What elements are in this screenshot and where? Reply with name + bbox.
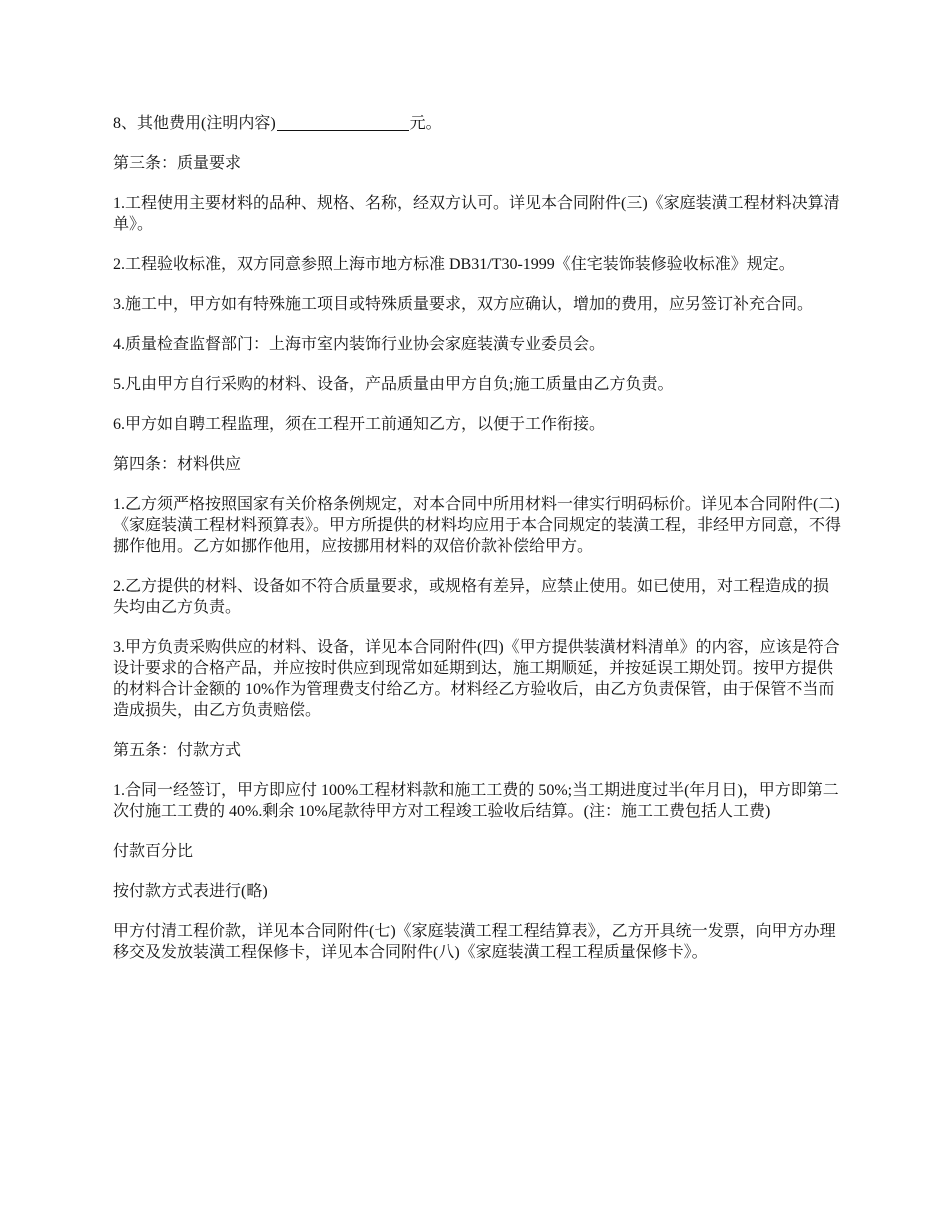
section-4-title: 第四条：材料供应 — [113, 456, 242, 473]
section-3-item-5: 5.凡由甲方自行采购的材料、设备，产品质量由甲方自负;施工质量由乙方负责。 — [113, 376, 674, 393]
section-3-item-1: 1.工程使用主要材料的品种、规格、名称，经双方认可。详见本合同附件(三)《家庭装潢工程材料决算清单》。 — [113, 195, 840, 233]
payment-table-note: 按付款方式表进行(略) — [113, 883, 268, 900]
section-3-title: 第三条：质量要求 — [113, 155, 242, 172]
section-3-item-6: 6.甲方如自聘工程监理，须在工程开工前通知乙方，以便于工作衔接。 — [113, 416, 606, 433]
section-5-title: 第五条：付款方式 — [113, 742, 242, 759]
other-fees-line — [113, 113, 841, 134]
section-5-item-1: 1.合同一经签订，甲方即应付 100%工程材料款和施工工费的 50%;当工期进度过半(年月日)，甲方即第二次付施工工费的 40%.剩余 10%尾款待甲方对工程竣工验收后结算。(注：施工工费包括人工费) — [113, 782, 839, 820]
fill-in-blank[interactable] — [277, 114, 409, 131]
settlement-paragraph: 甲方付清工程价款，详见本合同附件(七)《家庭装潢工程工程结算表》，乙方开具统一发票，向甲方办理移交及发放装潢工程保修卡，详见本合同附件(八)《家庭装潢工程工程质量保修卡》。 — [113, 923, 836, 961]
section-4-item-3: 3.甲方负责采购供应的材料、设备，详见本合同附件(四)《甲方提供装潢材料清单》的内容，应该是符合设计要求的合格产品，并应按时供应到现常如延期到达，施工期顺延，并按延误工期处罚。按甲方提供的材料合计金额的 10%作为管理费支付给乙方。材料经乙方验收后，由乙方负责保管，由于保管不当而造成损失，由乙方负责赔偿。 — [113, 639, 840, 719]
document-page — [113, 113, 841, 982]
section-4-item-1: 1.乙方须严格按照国家有关价格条例规定，对本合同中所用材料一律实行明码标价。详见本合同附件(二)《家庭装潢工程材料预算表》。甲方所提供的材料均应用于本合同规定的装潢工程，非经甲方同意，不得挪作他用。乙方如挪作他用，应按挪用材料的双倍价款补偿给甲方。 — [113, 496, 842, 555]
section-4-item-2: 2.乙方提供的材料、设备如不符合质量要求，或规格有差异，应禁止使用。如已使用，对工程造成的损失均由乙方负责。 — [113, 578, 830, 616]
section-3-item-4: 4.质量检查监督部门：上海市室内装饰行业协会家庭装潢专业委员会。 — [113, 336, 606, 353]
payment-percentage-heading: 付款百分比 — [113, 843, 194, 860]
other-fees-label: 8、其他费用(注明内容) — [113, 115, 276, 132]
section-3-item-2: 2.工程验收标准，双方同意参照上海市地方标准 DB31/T30-1999《住宅装饰装修验收标准》规定。 — [113, 256, 795, 273]
other-fees-unit: 元。 — [409, 115, 442, 132]
section-3-item-3: 3.施工中，甲方如有特殊施工项目或特殊质量要求，双方应确认，增加的费用，应另签订补充合同。 — [113, 296, 814, 313]
